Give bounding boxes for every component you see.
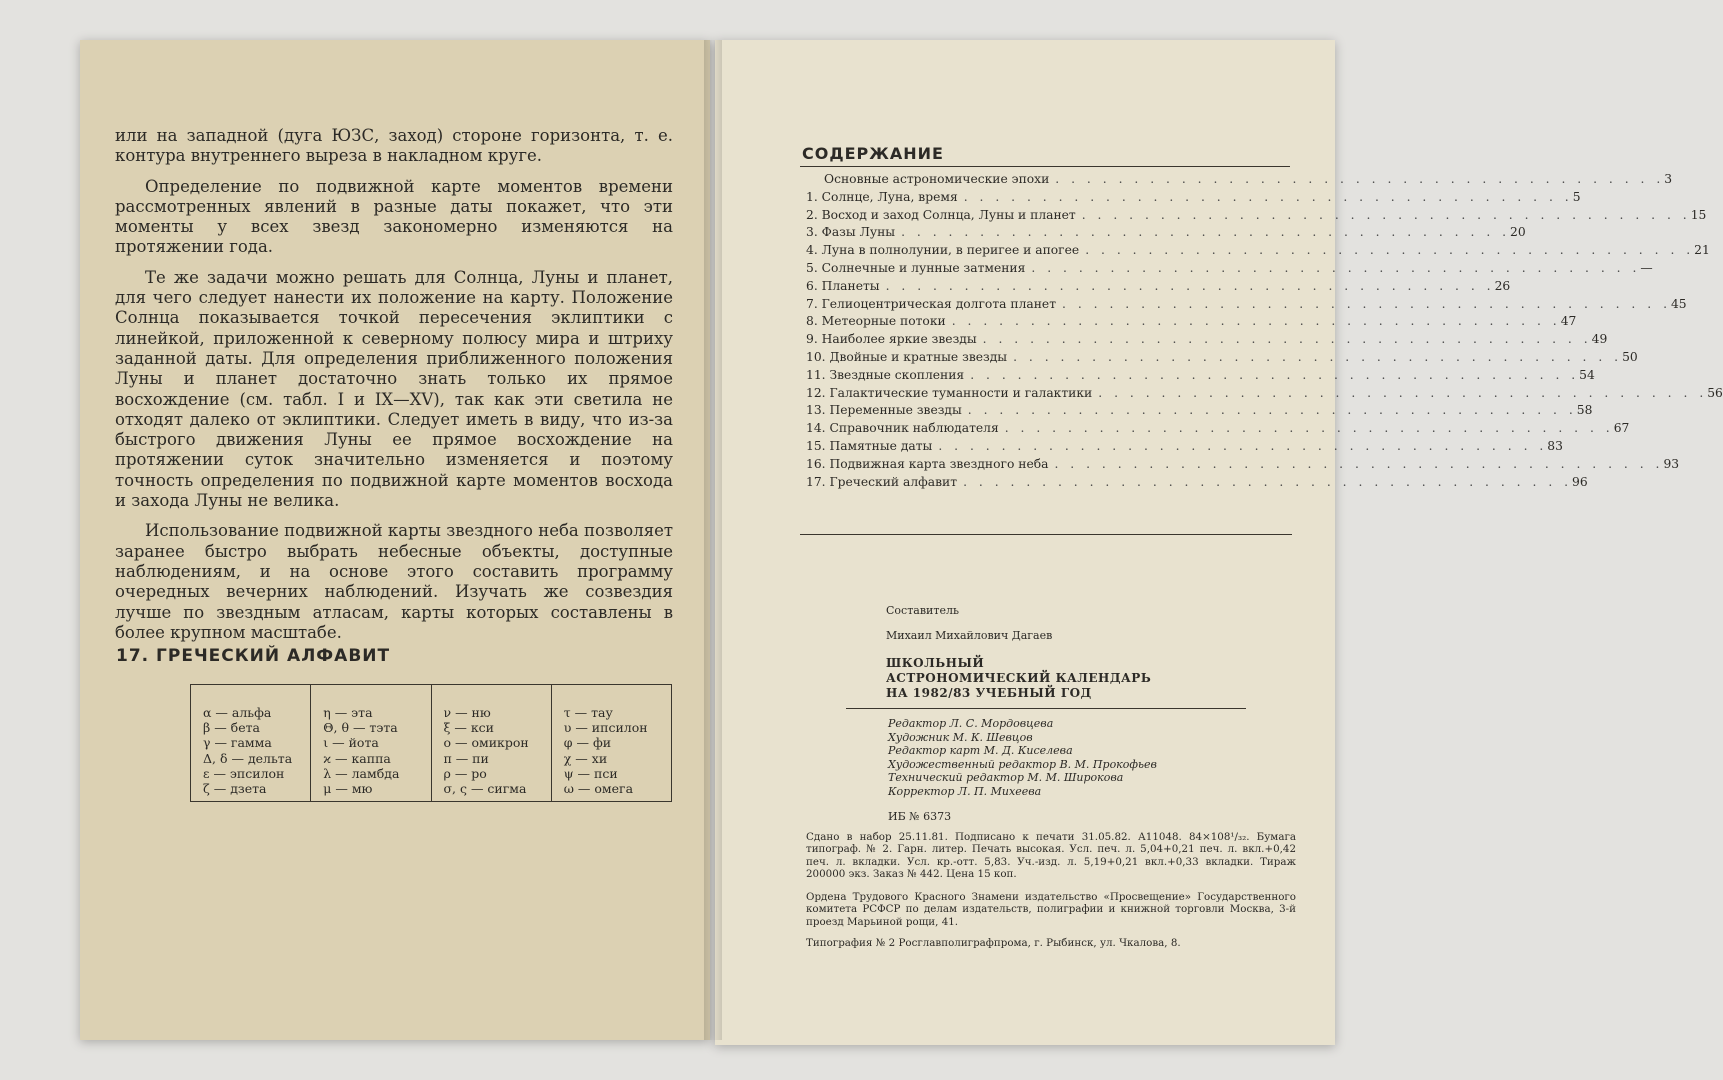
toc-dot-leader: . . . . . . . . . . . . . . . . . . . . . . . . . . . . . . . . . . . . . . . (967, 403, 1577, 418)
greek-letter: ζ — дзета (203, 781, 267, 797)
toc-dot-leader: . . . . . . . . . . . . . . . . . . . . . . . . . . . . . . . . . . . . . . . (901, 225, 1511, 240)
toc-entry-page: 3 (1664, 172, 1673, 186)
toc-entry-title: 11. Звездные скопления (806, 367, 965, 382)
book-title-line: ШКОЛЬНЫЙ (886, 656, 985, 670)
toc-entry (806, 474, 1588, 493)
toc-entry-page: 50 (1622, 349, 1638, 364)
book-title-line: НА 1982/83 УЧЕБНЫЙ ГОД (886, 686, 1092, 700)
toc-entry-page: — (1640, 260, 1653, 275)
toc-entry-title: 9. Наиболее яркие звезды (806, 332, 977, 347)
toc-entry-title: 13. Переменные звезды (806, 403, 962, 418)
toc-dot-leader: . . . . . . . . . . . . . . . . . . . . . . . . . . . . . . . . . . . . . . . (982, 332, 1592, 347)
greek-letter: α — альфа (203, 705, 272, 720)
toc-entry (806, 172, 1673, 190)
toc-entry-page: 58 (1576, 403, 1593, 418)
toc-entry-page: 83 (1547, 438, 1563, 453)
toc-entry-page: 54 (1579, 367, 1595, 382)
toc-dot-leader: . . . . . . . . . . . . . . . . . . . . . . . . . . . . . . . . . . . . . . . (1085, 243, 1695, 258)
greek-letter: η — эта (323, 705, 373, 720)
toc-bottom-rule (800, 534, 1292, 535)
paragraph: Определение по подвижной карте моментов времени рассмотренных явлений в разные даты покажет, что эти моменты у всех звезд закономерно изменяются на протяжении года. (115, 176, 673, 257)
greek-letter: ν — ню (443, 705, 491, 720)
toc-dot-leader: . . . . . . . . . . . . . . . . . . . . . . . . . . . . . . . . . . . . . . . (951, 314, 1561, 329)
greek-letter: υ — ипсилон (563, 720, 648, 736)
title-rule (846, 708, 1246, 709)
greek-letter: σ, ς — сигма (443, 781, 527, 797)
toc-entry-title: 12. Галактические туманности и галактики (806, 385, 1093, 400)
printer-info: Типография № 2 Росглавполиграфпрома, г. Рыбинск, ул. Чкалова, 8. (806, 937, 1181, 949)
staff-credits (888, 717, 1157, 799)
toc-entry (806, 385, 1723, 404)
greek-letter: μ — мю (323, 781, 373, 797)
toc-entry (806, 403, 1593, 421)
greek-column (191, 685, 311, 801)
toc-entry-page: 26 (1494, 278, 1511, 293)
staff-line: Художник М. К. Шевцов (888, 730, 1033, 744)
toc-title: СОДЕРЖАНИЕ (802, 144, 944, 163)
greek-letter: Δ, δ — дельта (203, 750, 293, 766)
imprint-details: Сдано в набор 25.11.81. Подписано к печати 31.05.82. А11048. 84×108¹/₃₂. Бумага типограф. № 2. Гарн. литер. Печать высокая. Усл. печ. л. 5,04+0,21 печ. л. вкл.+0,42 печ. л. вкладки. Усл. кр.-отт. 5,83. Уч.-изд. л. 5,19+0,21 вкл.+0,33 вкладки. Тираж 200000 экз. Заказ № 442. Цена 15 коп. (806, 831, 1296, 881)
toc-entry-title: 5. Солнечные и лунные затмения (806, 260, 1026, 275)
toc-entry-title: 6. Планеты (806, 278, 880, 293)
compiler-label: Составитель (886, 604, 959, 617)
toc-entry (806, 243, 1710, 261)
toc-entry-title: 2. Восход и заход Солнца, Луны и планет (806, 207, 1076, 222)
toc-entry-page: 47 (1560, 314, 1577, 329)
greek-letter: ε — эпсилон (203, 765, 285, 781)
book-spine (704, 40, 722, 1040)
toc-entry-page: 56 (1707, 385, 1723, 400)
toc-entry-title: 8. Метеорные потоки (806, 314, 946, 329)
table-of-contents (806, 172, 1723, 492)
staff-line: Корректор Л. П. Михеева (888, 784, 1042, 798)
toc-dot-leader: . . . . . . . . . . . . . . . . . . . . . . . . . . . . . . . . . . . . . . . (963, 189, 1573, 204)
toc-entry-page: 21 (1694, 243, 1710, 258)
toc-top-rule (800, 166, 1290, 167)
toc-dot-leader: . . . . . . . . . . . . . . . . . . . . . . . . . . . . . . . . . . . . . . . (1013, 349, 1623, 364)
toc-entry-title: 7. Гелиоцентрическая долгота планет (806, 296, 1056, 311)
greek-letter: ρ — ро (443, 765, 487, 781)
toc-dot-leader: . . . . . . . . . . . . . . . . . . . . . . . . . . . . . . . . . . . . . . . (938, 438, 1548, 453)
staff-line: Художественный редактор В. М. Прокофьев (888, 757, 1157, 771)
toc-entry-page: 67 (1613, 421, 1630, 436)
toc-entry-title: 4. Луна в полнолунии, в перигее и апогее (806, 243, 1080, 258)
toc-dot-leader: . . . . . . . . . . . . . . . . . . . . . . . . . . . . . . . . . . . . . . . (1055, 172, 1665, 186)
toc-entry-title: 3. Фазы Луны (806, 225, 896, 240)
greek-letter: λ — ламбда (323, 765, 400, 781)
staff-line: Технический редактор М. М. Широкова (888, 771, 1124, 785)
greek-column (432, 685, 552, 801)
greek-letter: τ — тау (563, 705, 613, 720)
toc-entry (806, 296, 1687, 315)
toc-dot-leader: . . . . . . . . . . . . . . . . . . . . . . . . . . . . . . . . . . . . . . . (1098, 385, 1708, 400)
toc-entry-title: 14. Справочник наблюдателя (806, 421, 999, 436)
toc-dot-leader: . . . . . . . . . . . . . . . . . . . . . . . . . . . . . . . . . . . . . . . (963, 474, 1573, 489)
toc-entry (806, 260, 1653, 279)
toc-dot-leader: . . . . . . . . . . . . . . . . . . . . . . . . . . . . . . . . . . . . . . . (1054, 456, 1664, 471)
toc-dot-leader: . . . . . . . . . . . . . . . . . . . . . . . . . . . . . . . . . . . . . . . (1004, 421, 1614, 436)
toc-dot-leader: . . . . . . . . . . . . . . . . . . . . . . . . . . . . . . . . . . . . . . . (1081, 207, 1691, 222)
greek-letter: β — бета (203, 720, 260, 736)
greek-letter: ξ — кси (443, 720, 494, 736)
publisher-info: Ордена Трудового Красного Знамени издательство «Просвещение» Государственного комитета РСФСР по делам издательств, полиграфии и книжной торговли Москва, 3-й проезд Марьиной рощи, 41. (806, 891, 1296, 928)
toc-entry-page: 20 (1510, 225, 1526, 240)
toc-dot-leader: . . . . . . . . . . . . . . . . . . . . . . . . . . . . . . . . . . . . . . . (1062, 296, 1671, 311)
toc-entry-title: 16. Подвижная карта звездного неба (806, 456, 1049, 471)
greek-letter: π — пи (443, 750, 489, 766)
book-title (886, 656, 1151, 701)
toc-entry-title: 17. Греческий алфавит (806, 474, 958, 489)
toc-entry (806, 332, 1608, 350)
toc-entry (806, 278, 1511, 297)
toc-entry (806, 367, 1595, 386)
greek-letter: φ — фи (563, 735, 612, 751)
greek-letter: ϰ — каппа (323, 750, 391, 766)
toc-entry-page: 49 (1591, 332, 1608, 347)
left-page-text (115, 126, 673, 653)
toc-entry-page: 93 (1663, 456, 1680, 471)
toc-entry-page: 45 (1670, 296, 1687, 311)
staff-line: Редактор карт М. Д. Киселева (888, 744, 1073, 758)
greek-letter: ω — омега (563, 781, 634, 797)
toc-entry-page: 96 (1572, 474, 1588, 489)
book-title-line: АСТРОНОМИЧЕСКИЙ КАЛЕНДАРЬ (886, 671, 1152, 685)
paragraph: Использование подвижной карты звездного неба позволяет заранее быстро выбрать небесные объекты, доступные наблюдениям, и на основе этого составить программу очередных вечерних наблюдений. Изучать же созвездия лучше по звездным атласам, карты которых составлены в более крупном масштабе. (115, 521, 673, 642)
greek-column (311, 685, 431, 801)
section-heading: 17. ГРЕЧЕСКИЙ АЛФАВИТ (116, 646, 391, 666)
toc-entry-page: 15 (1690, 207, 1707, 222)
toc-entry (806, 349, 1638, 368)
toc-entry-title: Основные астрономические эпохи (824, 172, 1050, 186)
toc-entry (806, 314, 1577, 332)
toc-entry (806, 438, 1563, 457)
toc-entry-page: 5 (1572, 189, 1581, 204)
toc-dot-leader: . . . . . . . . . . . . . . . . . . . . . . . . . . . . . . . . . . . . . . . (885, 278, 1495, 293)
toc-entry-title: 15. Памятные даты (806, 438, 933, 453)
greek-letter: ο — омикрон (443, 735, 529, 751)
greek-alphabet-table (190, 684, 672, 802)
greek-letter: ψ — пси (563, 765, 618, 781)
greek-letter: Θ, θ — тэта (323, 720, 398, 736)
toc-entry-title: 1. Солнце, Луна, время (806, 189, 958, 204)
greek-letter: ι — йота (323, 735, 379, 751)
toc-entry-title: 10. Двойные и кратные звезды (806, 349, 1008, 364)
toc-entry (806, 456, 1680, 475)
greek-letter: γ — гамма (203, 735, 272, 751)
toc-dot-leader: . . . . . . . . . . . . . . . . . . . . . . . . . . . . . . . . . . . . . . . (970, 367, 1580, 382)
toc-entry (806, 225, 1526, 243)
greek-letter: χ — хи (563, 750, 608, 766)
author-name: Михаил Михайлович Дагаев (886, 629, 1053, 642)
greek-column (552, 685, 671, 801)
staff-line: Редактор Л. С. Мордовцева (888, 717, 1054, 730)
toc-entry (806, 207, 1707, 226)
toc-entry (806, 189, 1581, 208)
paragraph: Те же задачи можно решать для Солнца, Луны и планет, для чего следует нанести их положение на карту. Положение Солнца показывается точкой пересечения эклиптики с линейкой, приложенной к северному полюсу мира и штриху заданной даты. Для определения приближенного положения Луны и планет достаточно знать только их прямое восхождение (см. табл. I и IX—XV), так как эти светила не отходят далеко от эклиптики. Следует иметь в виду, что из-за быстрого движения Луны ее прямое восхождение на протяжении суток значительно изменяется и поэтому точность определения по подвижной карте моментов восхода и захода Луны не велика. (115, 267, 673, 511)
toc-dot-leader: . . . . . . . . . . . . . . . . . . . . . . . . . . . . . . . . . . . . . . . (1031, 260, 1641, 275)
paragraph: или на западной (дуга ЮЗС, заход) стороне горизонта, т. е. контура внутреннего выреза в накладном круге. (115, 126, 673, 166)
ib-number: ИБ № 6373 (888, 810, 952, 823)
toc-entry (806, 421, 1630, 439)
